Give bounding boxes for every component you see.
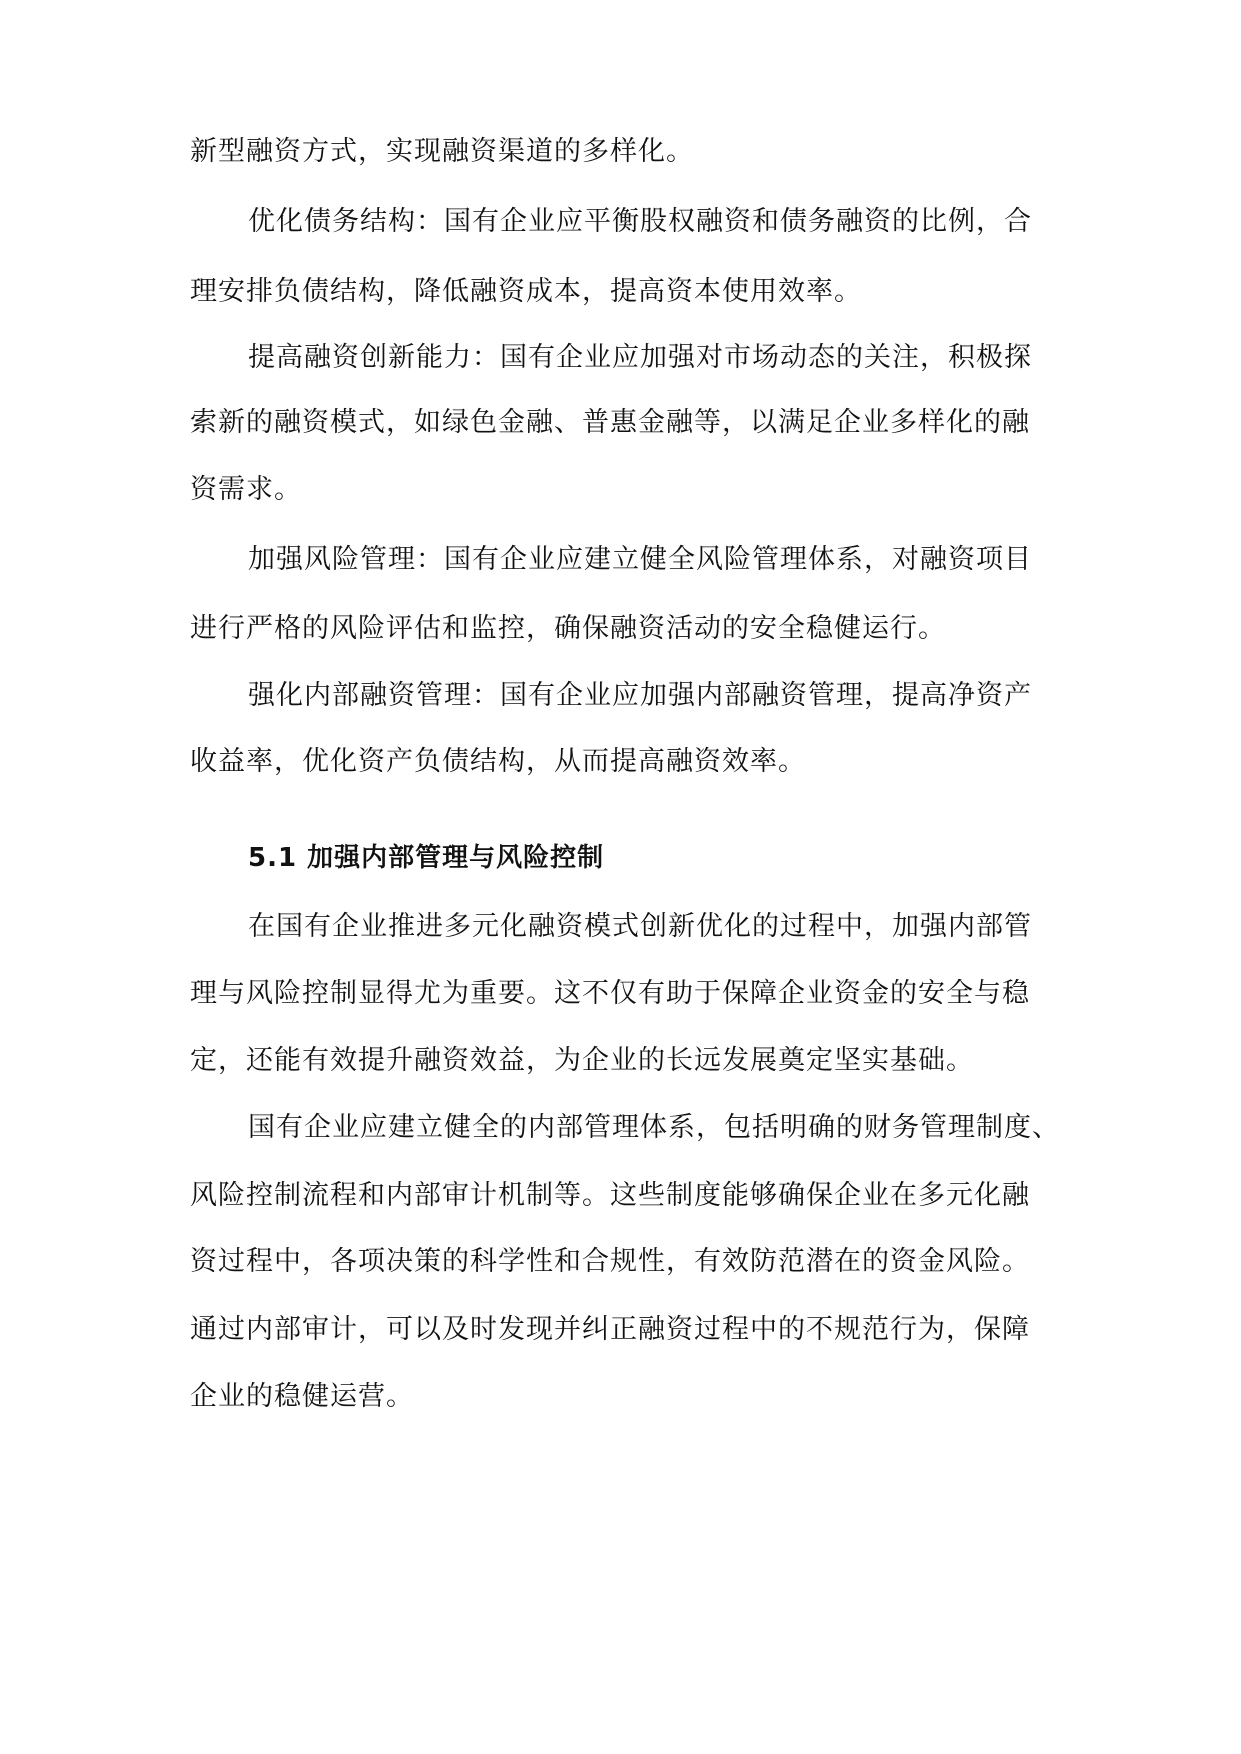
section-heading: 5.1 加强内部管理与风险控制 bbox=[248, 843, 605, 873]
paragraph-line: 提高融资创新能力：国有企业应加强对市场动态的关注，积极探 bbox=[248, 342, 1032, 373]
paragraph-line: 强化内部融资管理：国有企业应加强内部融资管理，提高净资产 bbox=[248, 680, 1032, 711]
paragraph-line: 资过程中，各项决策的科学性和合规性，有效防范潜在的资金风险。 bbox=[190, 1246, 1030, 1277]
paragraph-line: 企业的稳健运营。 bbox=[190, 1381, 414, 1412]
paragraph-line: 加强风险管理：国有企业应建立健全风险管理体系，对融资项目 bbox=[248, 544, 1032, 575]
paragraph-line: 在国有企业推进多元化融资模式创新优化的过程中，加强内部管 bbox=[248, 911, 1032, 942]
paragraph-line: 优化债务结构：国有企业应平衡股权融资和债务融资的比例，合 bbox=[248, 206, 1032, 237]
paragraph-line: 定，还能有效提升融资效益，为企业的长远发展奠定坚实基础。 bbox=[190, 1045, 974, 1076]
paragraph-line: 资需求。 bbox=[190, 474, 302, 505]
paragraph-line: 索新的融资模式，如绿色金融、普惠金融等，以满足企业多样化的融 bbox=[190, 407, 1030, 438]
paragraph-line: 国有企业应建立健全的内部管理体系，包括明确的财务管理制度、 bbox=[248, 1112, 1060, 1143]
paragraph-line: 新型融资方式，实现融资渠道的多样化。 bbox=[190, 136, 694, 167]
paragraph-line: 风险控制流程和内部审计机制等。这些制度能够确保企业在多元化融 bbox=[190, 1180, 1030, 1211]
paragraph-line: 通过内部审计，可以及时发现并纠正融资过程中的不规范行为，保障 bbox=[190, 1314, 1030, 1345]
paragraph-line: 理安排负债结构，降低融资成本，提高资本使用效率。 bbox=[190, 276, 862, 307]
paragraph-line: 收益率，优化资产负债结构，从而提高融资效率。 bbox=[190, 746, 806, 777]
paragraph-line: 进行严格的风险评估和监控，确保融资活动的安全稳健运行。 bbox=[190, 613, 946, 644]
paragraph-line: 理与风险控制显得尤为重要。这不仅有助于保障企业资金的安全与稳 bbox=[190, 978, 1030, 1009]
